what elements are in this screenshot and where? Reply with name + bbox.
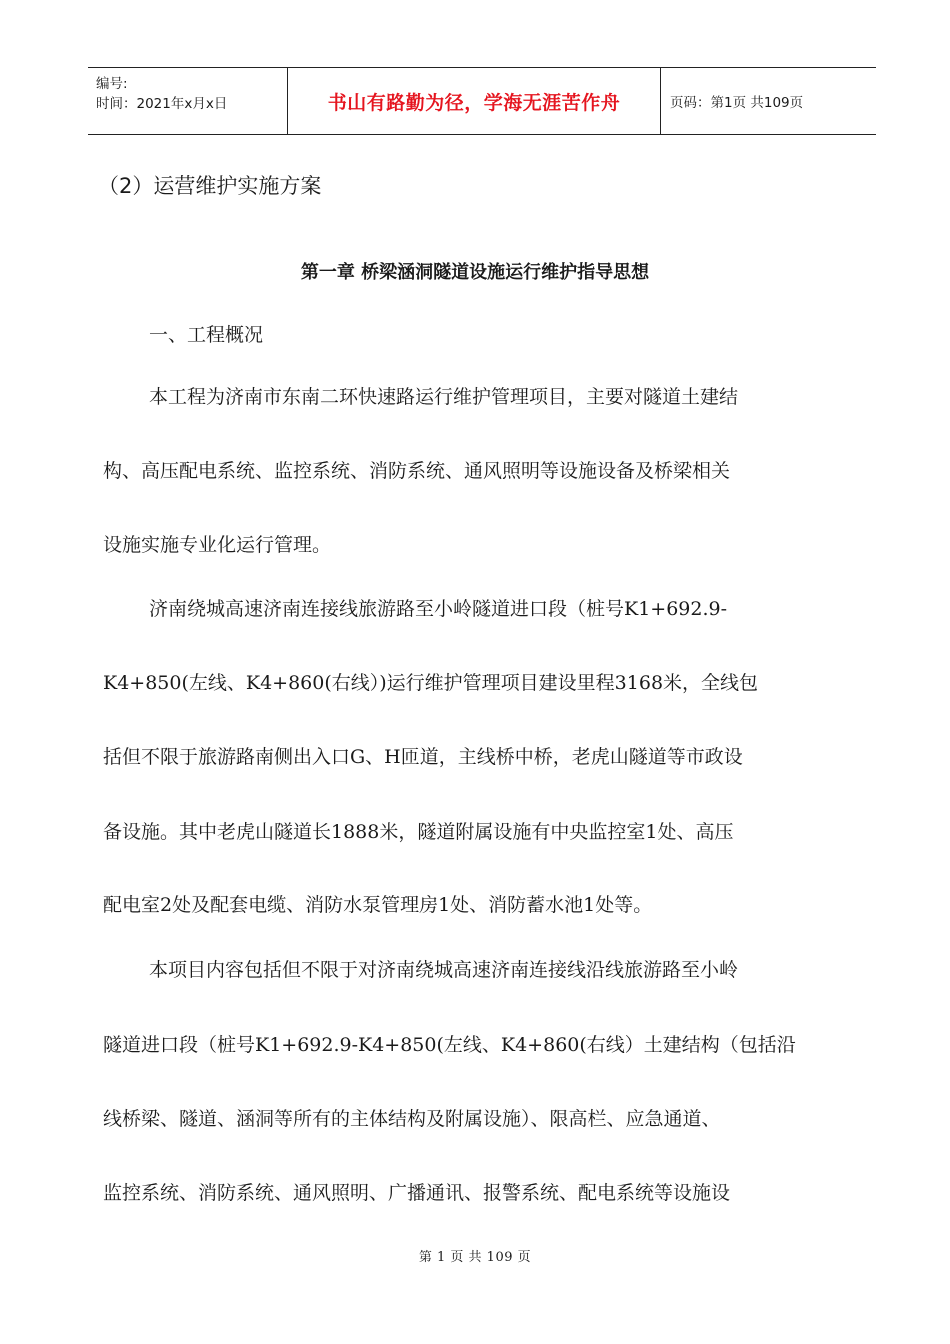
- header-page-number: 页码：第1页 共109页: [670, 95, 804, 111]
- body-line: 本工程为济南市东南二环快速路运行维护管理项目，主要对隧道土建结: [149, 386, 739, 408]
- body-line: 济南绕城高速济南连接线旅游路至小岭隧道进口段（桩号K1+692.9-: [149, 598, 728, 620]
- body-line: 括但不限于旅游路南侧出入口G、H匝道，主线桥中桥，老虎山隧道等市政设: [103, 746, 743, 768]
- page-footer: 第 1 页 共 109 页: [418, 1250, 532, 1265]
- document-number-label: 编号:: [96, 76, 128, 92]
- body-line: 构、高压配电系统、监控系统、消防系统、通风照明等设施设备及桥梁相关: [103, 460, 731, 482]
- body-line: 设施实施专业化运行管理。: [103, 534, 332, 556]
- body-line: 配电室2处及配套电缆、消防水泵管理房1处、消防蓄水池1处等。: [103, 894, 653, 916]
- body-line: 备设施。其中老虎山隧道长1888米，隧道附属设施有中央监控室1处、高压: [103, 821, 734, 843]
- body-line: 隧道进口段（桩号K1+692.9-K4+850(左线、K4+860(右线）土建结构（包括沿: [103, 1034, 796, 1056]
- header-meta-cell: [88, 68, 288, 134]
- document-time-label: 时间：2021年x月x日: [96, 96, 228, 112]
- body-line: 本项目内容包括但不限于对济南绕城高速济南连接线沿线旅游路至小岭: [149, 959, 739, 981]
- body-line: 线桥梁、隧道、涵洞等所有的主体结构及附属设施）、限高栏、应急通道、: [103, 1108, 721, 1130]
- subheading-project-overview: 一、工程概况: [149, 324, 264, 346]
- header-motto: 书山有路勤为径，学海无涯苦作舟: [327, 91, 621, 114]
- header-page-cell: [661, 68, 876, 134]
- chapter-title: 第一章 桥梁涵洞隧道设施运行维护指导思想: [300, 262, 650, 283]
- header-motto-cell: [288, 68, 661, 134]
- section-title: （2）运营维护实施方案: [98, 174, 322, 198]
- body-line: 监控系统、消防系统、通风照明、广播通讯、报警系统、配电系统等设施设: [103, 1182, 731, 1204]
- document-header: [88, 67, 876, 135]
- body-line: K4+850(左线、K4+860(右线）)运行维护管理项目建设里程3168米，全线包: [103, 672, 759, 694]
